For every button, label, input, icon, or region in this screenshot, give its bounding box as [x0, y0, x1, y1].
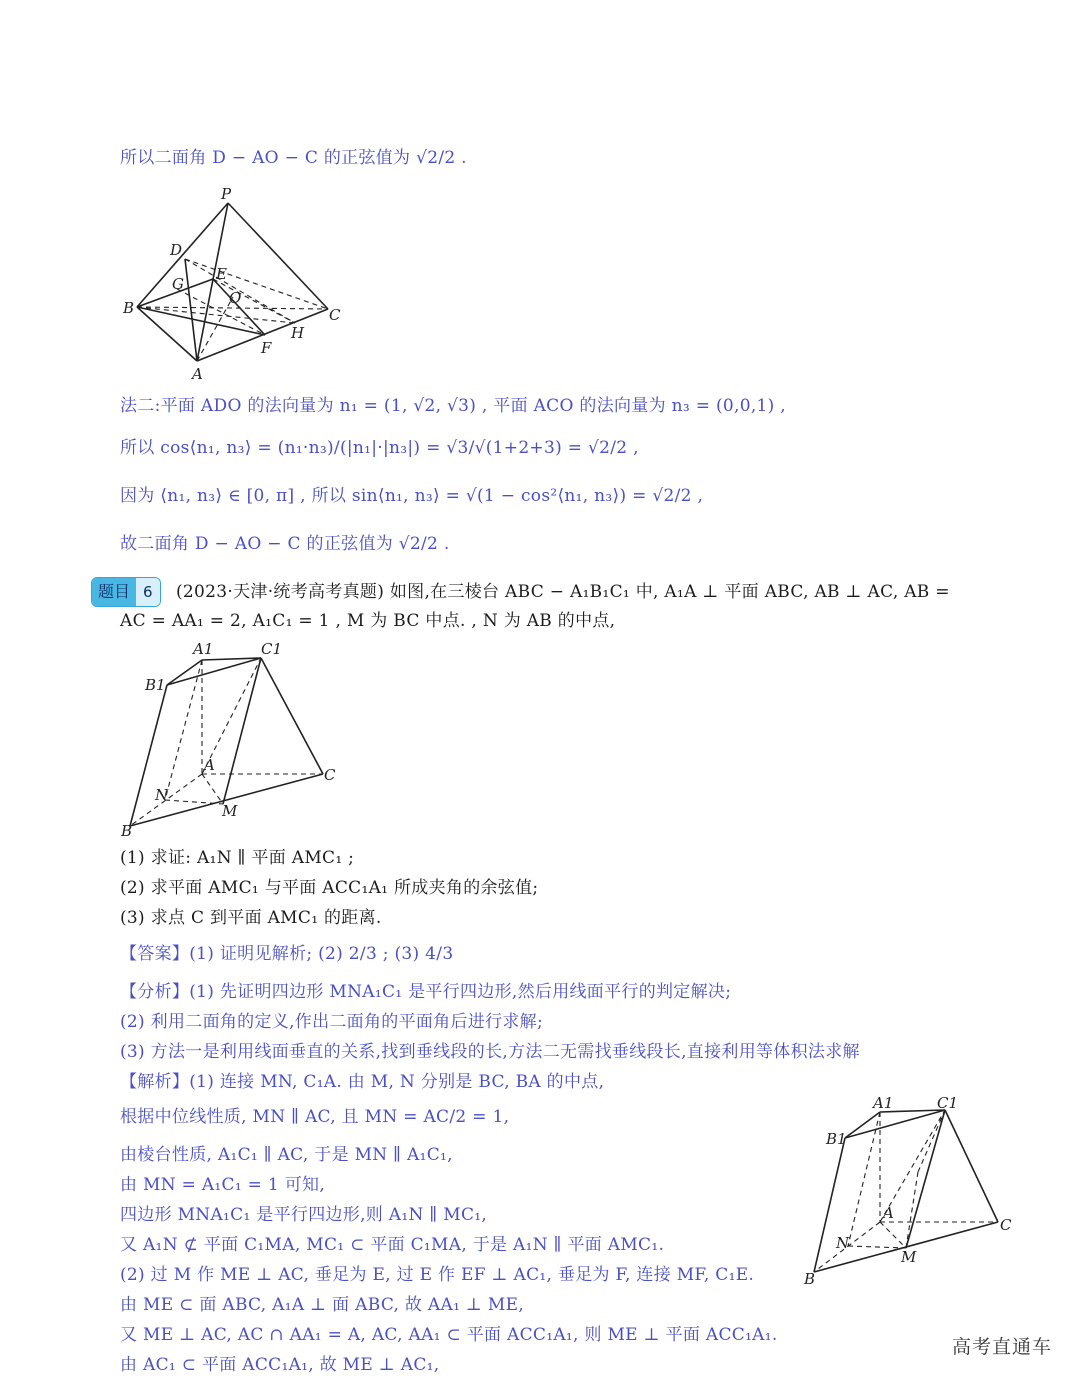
- label-G: G: [172, 275, 184, 293]
- text-line: 故二面角 D − AO − C 的正弦值为 √2/2 .: [120, 534, 450, 554]
- subquestion-1: (1) 求证: A₁N ∥ 平面 AMC₁ ;: [120, 848, 355, 868]
- text-line: 所以二面角 D − AO − C 的正弦值为 √2/2 .: [120, 148, 467, 168]
- label-B1: B1: [826, 1130, 847, 1148]
- solution-line: 又 A₁N ⊄ 平面 C₁MA, MC₁ ⊂ 平面 C₁MA, 于是 A₁N ∥ 平面 AMC₁.: [120, 1235, 665, 1255]
- label-F: F: [261, 339, 272, 357]
- solution-line: 由 ME ⊂ 面 ABC, A₁A ⊥ 面 ABC, 故 AA₁ ⊥ ME,: [120, 1295, 525, 1315]
- solution-line: 又 ME ⊥ AC, AC ∩ AA₁ = A, AC, AA₁ ⊂ 平面 ACC₁A₁, 则 ME ⊥ 平面 ACC₁A₁.: [120, 1325, 778, 1345]
- badge-number: 6: [136, 578, 160, 606]
- label-C: C: [329, 306, 341, 324]
- label-C: C: [324, 766, 336, 784]
- label-M: M: [222, 802, 238, 820]
- problem-badge: [91, 577, 161, 607]
- label-E: E: [216, 265, 227, 283]
- solution-line: 由 AC₁ ⊂ 平面 ACC₁A₁, 故 ME ⊥ AC₁,: [120, 1355, 440, 1375]
- solution-line: 【解析】(1) 连接 MN, C₁A. 由 M, N 分别是 BC, BA 的中点,: [120, 1072, 605, 1092]
- label-O: O: [229, 289, 242, 307]
- label-N: N: [155, 786, 169, 804]
- label-B: B: [123, 299, 135, 317]
- solution-line: 由 MN = A₁C₁ = 1 可知,: [120, 1175, 326, 1195]
- label-M: M: [901, 1248, 917, 1266]
- label-B: B: [121, 822, 133, 840]
- label-A: A: [204, 756, 215, 774]
- label-H: H: [291, 324, 305, 342]
- solution-line: 由棱台性质, A₁C₁ ∥ AC, 于是 MN ∥ A₁C₁,: [120, 1145, 453, 1165]
- label-A1: A1: [873, 1094, 894, 1112]
- label-N: N: [836, 1234, 850, 1252]
- watermark: 高考直通车: [951, 1336, 1052, 1358]
- analysis-line: 【分析】(1) 先证明四边形 MNA₁C₁ 是平行四边形,然后用线面平行的判定解决;: [120, 982, 732, 1002]
- analysis-line: (2) 利用二面角的定义,作出二面角的平面角后进行求解;: [120, 1012, 544, 1032]
- text-line: 法二:平面 ADO 的法向量为 n₁ = (1, √2, √3) , 平面 ACO 的法向量为 n₃ = (0,0,1) ,: [120, 396, 786, 416]
- label-B: B: [804, 1270, 816, 1288]
- pyramid-figure: [115, 185, 355, 385]
- problem-text: (2023·天津·统考高考真题) 如图,在三棱台 ABC − A₁B₁C₁ 中, A₁A ⊥ 平面 ABC, AB ⊥ AC, AB =: [176, 582, 950, 602]
- solution-line: (2) 过 M 作 ME ⊥ AC, 垂足为 E, 过 E 作 EF ⊥ AC₁, 垂足为 F, 连接 MF, C₁E.: [120, 1265, 755, 1285]
- subquestion-2: (2) 求平面 AMC₁ 与平面 ACC₁A₁ 所成夹角的余弦值;: [120, 878, 539, 898]
- subquestion-3: (3) 求点 C 到平面 AMC₁ 的距离.: [120, 908, 382, 928]
- label-C1: C1: [261, 640, 283, 658]
- label-B1: B1: [145, 676, 166, 694]
- label-A: A: [192, 365, 203, 383]
- label-A1: A1: [193, 640, 214, 658]
- analysis-line: (3) 方法一是利用线面垂直的关系,找到垂线段的长,方法二无需找垂线段长,直接利用等体积法求解: [120, 1042, 860, 1062]
- label-P: P: [221, 185, 232, 203]
- label-D: D: [170, 241, 183, 259]
- problem-text: AC = AA₁ = 2, A₁C₁ = 1 , M 为 BC 中点. , N 为 AB 的中点,: [120, 611, 616, 631]
- frustum-solution-figure: [800, 1092, 1030, 1292]
- text-line: 因为 ⟨n₁, n₃⟩ ∈ [0, π] , 所以 sin⟨n₁, n₃⟩ = √(1 − cos²⟨n₁, n₃⟩) = √2/2 ,: [120, 486, 704, 506]
- solution-line: 四边形 MNA₁C₁ 是平行四边形,则 A₁N ∥ MC₁,: [120, 1205, 488, 1225]
- solution-line: 根据中位线性质, MN ∥ AC, 且 MN = AC/2 = 1,: [120, 1107, 510, 1127]
- text-line: 所以 cos⟨n₁, n₃⟩ = (n₁·n₃)/(|n₁|·|n₃|) = √3/√(1+2+3) = √2/2 ,: [120, 438, 639, 458]
- label-C: C: [1000, 1216, 1012, 1234]
- label-C1: C1: [937, 1094, 959, 1112]
- badge-label: 题目: [92, 578, 136, 606]
- frustum-figure: [115, 638, 355, 843]
- answer-line: 【答案】(1) 证明见解析; (2) 2/3 ; (3) 4/3: [120, 944, 454, 964]
- label-A: A: [883, 1204, 894, 1222]
